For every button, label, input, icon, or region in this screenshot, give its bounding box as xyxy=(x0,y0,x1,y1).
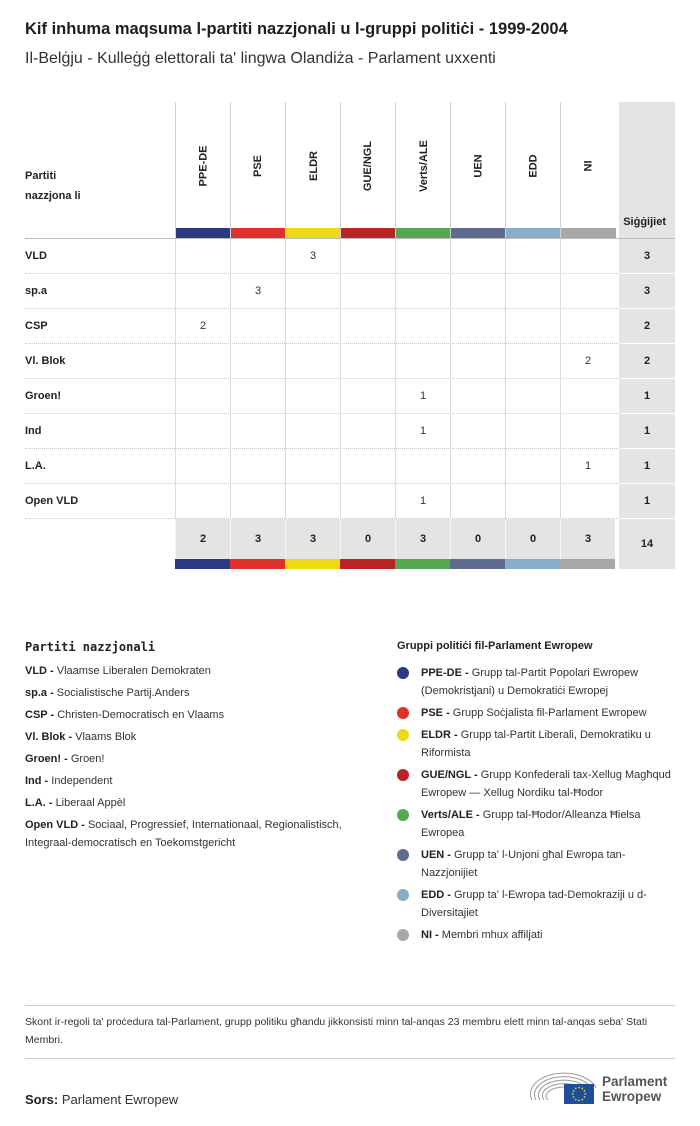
table-cell: 2 xyxy=(560,344,615,379)
table-cell xyxy=(450,309,505,344)
table-header xyxy=(25,102,675,238)
table-cell xyxy=(175,344,230,379)
row-total: 1 xyxy=(619,379,675,414)
column-color-bar xyxy=(231,228,286,238)
table-body xyxy=(25,238,675,519)
source-label: Sors: xyxy=(25,1092,59,1107)
table-row xyxy=(25,379,675,414)
distribution-table xyxy=(25,102,675,569)
row-party-label: Ind xyxy=(25,425,42,437)
table-cell xyxy=(285,309,340,344)
table-cell xyxy=(505,484,560,519)
column-label-wrapper xyxy=(286,116,341,216)
column-total-color-bar xyxy=(395,559,450,569)
party-fullname: Vlaams Blok xyxy=(75,731,137,743)
table-cell xyxy=(560,309,615,344)
table-cell xyxy=(505,274,560,309)
group-legend-heading: Gruppi politiċi fil-Parlament Ewropew xyxy=(397,640,593,652)
column-total-color-bar xyxy=(175,559,230,569)
table-cell xyxy=(450,379,505,414)
table-cell xyxy=(505,379,560,414)
total-column-header xyxy=(619,102,675,238)
table-cell xyxy=(230,239,285,274)
table-cell xyxy=(560,414,615,449)
column-total: 3 xyxy=(230,519,285,559)
column-label-wrapper xyxy=(176,116,231,216)
column-label: UEN xyxy=(472,154,485,178)
table-cell xyxy=(230,484,285,519)
party-legend-item xyxy=(25,816,375,852)
column-total-color-bar xyxy=(230,559,285,569)
column-color-bar xyxy=(451,228,506,238)
table-cell xyxy=(340,379,395,414)
party-fullname: Sociaal, Progressief, Internationaal, Regionalistisch, Integraal-democratisch en Toekomstgericht xyxy=(25,819,342,849)
column-total-color-bar xyxy=(505,559,560,569)
column-total: 0 xyxy=(340,519,395,559)
row-total: 3 xyxy=(619,239,675,274)
table-cell xyxy=(450,449,505,484)
table-cell xyxy=(230,449,285,484)
table-cell: 3 xyxy=(230,274,285,309)
row-party-label: VLD xyxy=(25,250,47,262)
column-header-eldr xyxy=(285,102,340,238)
table-row xyxy=(25,274,675,309)
table-cell xyxy=(340,484,395,519)
column-total-color-bar xyxy=(560,559,615,569)
column-label: GUE/NGL xyxy=(362,140,375,192)
row-total: 2 xyxy=(619,309,675,344)
group-fullname: Membri mhux affiljati xyxy=(441,929,543,941)
group-legend-item xyxy=(397,726,677,762)
party-legend-heading: Partiti nazzjonali xyxy=(25,640,156,654)
party-legend-item xyxy=(25,684,375,702)
column-label-wrapper xyxy=(451,116,506,216)
table-cell xyxy=(285,379,340,414)
group-abbr: PSE - xyxy=(421,707,453,719)
column-label-wrapper xyxy=(561,116,616,216)
logo-wordmark xyxy=(602,1074,667,1104)
parliament-logo xyxy=(530,1066,680,1108)
table-cell xyxy=(340,274,395,309)
group-fullname: Grupp ta' l-Ewropa tad-Demokraziji u d-Diversitajiet xyxy=(421,889,647,919)
column-total: 2 xyxy=(175,519,230,559)
column-label: PPE-DE xyxy=(197,145,210,187)
group-fullname: Grupp ta' l-Unjoni għal Ewropa tan-Nazzjonijiet xyxy=(421,849,626,879)
table-row xyxy=(25,449,675,484)
group-abbr: UEN - xyxy=(421,849,454,861)
column-color-bar xyxy=(506,228,561,238)
group-abbr: NI - xyxy=(421,929,442,941)
column-total: 3 xyxy=(395,519,450,559)
party-legend-item xyxy=(25,662,375,680)
group-abbr: GUE/NGL - xyxy=(421,769,481,781)
table-cell: 1 xyxy=(395,484,450,519)
column-total-color-bar xyxy=(340,559,395,569)
table-cell xyxy=(395,449,450,484)
group-color-dot-icon xyxy=(397,929,409,941)
column-total: 0 xyxy=(505,519,560,559)
group-color-dot-icon xyxy=(397,729,409,741)
column-label-wrapper xyxy=(506,116,561,216)
table-cell: 3 xyxy=(285,239,340,274)
party-abbr: VLD - xyxy=(25,665,57,677)
table-cell xyxy=(230,344,285,379)
table-cell xyxy=(450,344,505,379)
column-total-color-bar xyxy=(285,559,340,569)
group-color-dot-icon xyxy=(397,809,409,821)
source-value: Parlament Ewropew xyxy=(61,1092,179,1107)
group-legend-item xyxy=(397,806,677,842)
group-abbr: PPE-DE - xyxy=(421,667,472,679)
column-label: NI xyxy=(582,160,595,172)
party-fullname: Christen-Democratisch en Vlaams xyxy=(57,709,225,721)
table-cell xyxy=(340,449,395,484)
column-header-vertsale xyxy=(395,102,450,238)
row-party-label: Vl. Blok xyxy=(25,355,66,367)
column-label-wrapper xyxy=(396,116,451,216)
logo-line-2: Ewropew xyxy=(602,1089,662,1104)
table-cell: 1 xyxy=(395,379,450,414)
column-total-color-bar xyxy=(450,559,505,569)
total-header-label: Siġġijiet xyxy=(623,216,666,228)
table-row xyxy=(25,414,675,449)
column-header-pse xyxy=(230,102,285,238)
group-legend xyxy=(397,640,677,948)
group-abbr: Verts/ALE - xyxy=(421,809,483,821)
group-legend-item xyxy=(397,846,677,882)
column-label-wrapper xyxy=(231,116,286,216)
group-fullname: Grupp Konfederali tax-Xellug Magħqud Ewropew — Xellug Nordiku tal-Ħodor xyxy=(421,769,671,799)
table-cell xyxy=(395,274,450,309)
table-cell xyxy=(285,274,340,309)
table-cell xyxy=(560,274,615,309)
row-party-label: Open VLD xyxy=(25,495,79,507)
table-cell xyxy=(450,274,505,309)
page-title: Kif inhuma maqsuma l-partiti nazzjonali u l-gruppi politiċi - 1999-2004 xyxy=(25,20,568,38)
column-header-edd xyxy=(505,102,560,238)
divider xyxy=(25,1005,675,1006)
group-fullname: Grupp Soċjalista fil-Parlament Ewropew xyxy=(452,707,647,719)
column-header-ni xyxy=(560,102,615,238)
table-cell xyxy=(450,239,505,274)
row-party-label: sp.a xyxy=(25,285,48,297)
party-abbr: Groen! - xyxy=(25,753,71,765)
table-row xyxy=(25,484,675,519)
table-row xyxy=(25,239,675,274)
party-legend-item xyxy=(25,794,375,812)
group-abbr: EDD - xyxy=(421,889,454,901)
column-label: PSE xyxy=(252,154,265,178)
table-cell xyxy=(450,414,505,449)
column-color-bar xyxy=(176,228,231,238)
group-color-dot-icon xyxy=(397,849,409,861)
row-total: 1 xyxy=(619,484,675,519)
table-cell xyxy=(175,449,230,484)
table-cell xyxy=(505,344,560,379)
table-cell xyxy=(395,239,450,274)
parliament-hemicycle-icon xyxy=(530,1066,602,1108)
party-legend-item xyxy=(25,728,375,746)
party-fullname: Liberaal Appèl xyxy=(55,797,126,809)
column-label-wrapper xyxy=(341,116,396,216)
table-cell xyxy=(560,379,615,414)
logo-line-1: Parlament xyxy=(602,1074,668,1089)
party-fullname: Socialistische Partij.Anders xyxy=(56,687,190,699)
table-cell: 1 xyxy=(395,414,450,449)
group-abbr: ELDR - xyxy=(421,729,461,741)
row-header-label: Partiti nazzjona li xyxy=(25,170,81,202)
group-fullname: Grupp tal-Ħodor/Alleanza Ħielsa Ewropea xyxy=(421,809,641,839)
group-legend-item xyxy=(397,886,677,922)
group-color-dot-icon xyxy=(397,769,409,781)
table-cell xyxy=(340,344,395,379)
table-cell xyxy=(175,414,230,449)
row-total: 2 xyxy=(619,344,675,379)
group-fullname: Grupp tal-Partit Liberali, Demokratiku u Riformista xyxy=(421,729,651,759)
table-cell xyxy=(175,274,230,309)
party-abbr: sp.a - xyxy=(25,687,57,699)
column-header-guengl xyxy=(340,102,395,238)
row-party-label: CSP xyxy=(25,320,48,332)
totals-row xyxy=(25,519,675,569)
party-legend-item xyxy=(25,706,375,724)
table-cell: 1 xyxy=(560,449,615,484)
party-fullname: Groen! xyxy=(70,753,105,765)
column-color-bar xyxy=(341,228,396,238)
table-row xyxy=(25,309,675,344)
group-color-dot-icon xyxy=(397,707,409,719)
divider xyxy=(25,1058,675,1059)
column-total: 3 xyxy=(560,519,615,559)
column-label: EDD xyxy=(527,154,540,178)
group-legend-item xyxy=(397,664,677,700)
column-color-bar xyxy=(286,228,341,238)
group-color-dot-icon xyxy=(397,889,409,901)
party-fullname: Independent xyxy=(51,775,113,787)
table-cell xyxy=(285,344,340,379)
group-color-dot-icon xyxy=(397,667,409,679)
party-abbr: CSP - xyxy=(25,709,58,721)
source-line xyxy=(25,1092,178,1107)
group-legend-item xyxy=(397,766,677,802)
row-total: 1 xyxy=(619,449,675,484)
table-row xyxy=(25,344,675,379)
table-cell xyxy=(285,484,340,519)
table-cell xyxy=(230,379,285,414)
table-cell xyxy=(340,414,395,449)
party-abbr: L.A. - xyxy=(25,797,56,809)
page-subtitle: Il-Belġju - Kulleġġ elettorali ta' lingwa Olandiża - Parlament uxxenti xyxy=(25,50,496,67)
table-cell xyxy=(175,484,230,519)
party-abbr: Open VLD - xyxy=(25,819,88,831)
table-cell xyxy=(230,414,285,449)
table-cell: 2 xyxy=(175,309,230,344)
table-cell xyxy=(175,239,230,274)
table-cell xyxy=(285,414,340,449)
row-party-label: Groen! xyxy=(25,390,62,402)
grand-total: 14 xyxy=(619,519,675,569)
column-header-uen xyxy=(450,102,505,238)
column-total: 0 xyxy=(450,519,505,559)
footnote: Skont ir-regoli ta' proċedura tal-Parlament, grupp politiku għandu jikkonsisti minn tal-anqas 23 membru elett minn tal-anqas seba' Stati Membri. xyxy=(25,1016,648,1046)
party-abbr: Vl. Blok - xyxy=(25,731,76,743)
party-abbr: Ind - xyxy=(25,775,52,787)
group-legend-item xyxy=(397,704,677,722)
table-cell xyxy=(395,309,450,344)
table-cell xyxy=(395,344,450,379)
column-color-bar xyxy=(561,228,616,238)
row-total: 3 xyxy=(619,274,675,309)
table-cell xyxy=(340,309,395,344)
group-legend-item xyxy=(397,926,677,944)
table-cell xyxy=(560,239,615,274)
table-cell xyxy=(175,379,230,414)
table-cell xyxy=(505,449,560,484)
column-total: 3 xyxy=(285,519,340,559)
party-fullname: Vlaamse Liberalen Demokraten xyxy=(56,665,211,677)
table-cell xyxy=(505,239,560,274)
column-label: ELDR xyxy=(307,151,320,181)
group-fullname: Grupp tal-Partit Popolari Ewropew (Demokristjani) u Demokratiċi Ewropej xyxy=(421,667,639,697)
column-color-bar xyxy=(396,228,451,238)
column-header-ppede xyxy=(175,102,230,238)
table-cell xyxy=(230,309,285,344)
table-cell xyxy=(505,414,560,449)
party-legend xyxy=(25,640,375,856)
row-total: 1 xyxy=(619,414,675,449)
party-legend-item xyxy=(25,772,375,790)
table-cell xyxy=(450,484,505,519)
table-cell xyxy=(340,239,395,274)
column-label: Verts/ALE xyxy=(417,140,430,192)
table-cell xyxy=(560,484,615,519)
table-cell xyxy=(285,449,340,484)
table-cell xyxy=(505,309,560,344)
row-party-label: L.A. xyxy=(25,460,46,472)
party-legend-item xyxy=(25,750,375,768)
